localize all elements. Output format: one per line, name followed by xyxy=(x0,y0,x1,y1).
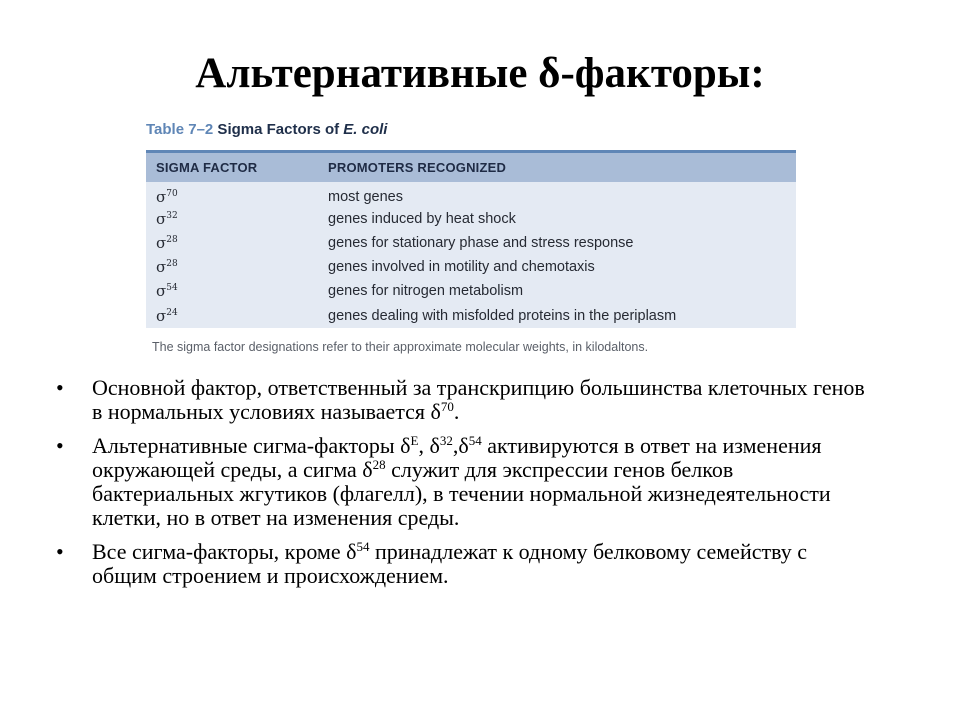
sigma-symbol: σ xyxy=(156,282,167,301)
bullet-text: Альтернативные сигма-факторы δ xyxy=(92,433,411,458)
sigma-factor-cell xyxy=(146,206,296,230)
table-caption-organism: E. coli xyxy=(343,121,388,138)
bullet-text: , δ xyxy=(418,433,440,458)
bullet-superscript: 54 xyxy=(356,539,370,554)
bullet-text-end: . xyxy=(453,399,460,424)
sigma-factor-cell xyxy=(146,255,296,279)
table-row xyxy=(146,206,796,230)
table-row xyxy=(146,255,796,279)
column-header-sigma-factor: SIGMA FACTOR xyxy=(146,152,296,182)
promoter-cell: most genes xyxy=(328,188,403,205)
sigma-factor-cell xyxy=(146,279,296,303)
table-caption-text: Sigma Factors of xyxy=(213,121,344,138)
table-caption xyxy=(146,120,387,140)
sigma-weight: 54 xyxy=(166,283,178,294)
slide-title: Альтернативные δ-факторы: xyxy=(195,50,765,97)
bullet-superscript: 28 xyxy=(372,457,386,472)
sigma-factors-table-figure xyxy=(146,118,798,363)
sigma-factor-cell xyxy=(146,231,296,255)
sigma-symbol: σ xyxy=(156,233,167,252)
sigma-factor-cell xyxy=(146,182,296,207)
table-row xyxy=(146,279,796,303)
sigma-factor-cell xyxy=(146,304,296,328)
sigma-symbol: σ xyxy=(156,306,167,325)
promoter-cell: genes induced by heat shock xyxy=(328,210,516,227)
promoter-cell: genes dealing with misfolded proteins in the periplasm xyxy=(328,307,677,324)
bullet-text: служит для экспрессии генов белков бактериальных жгутиков (флагелл), в течении нормальной жизнедеятельности клетки, но в ответ на изменения среды. xyxy=(92,457,831,530)
promoter-cell: genes for nitrogen metabolism xyxy=(328,283,524,300)
sigma-weight: 32 xyxy=(166,210,178,221)
column-header-promoters: PROMOTERS RECOGNIZED xyxy=(296,152,796,182)
table-caption-label: Table 7–2 xyxy=(146,121,214,138)
bullet-superscript: 32 xyxy=(439,433,453,448)
bullet-marker: • xyxy=(56,375,64,400)
bullet-superscript: 54 xyxy=(468,433,482,448)
bullet-item-protein-family xyxy=(56,540,876,588)
bullet-item-main-factor xyxy=(56,376,876,424)
table-header-row xyxy=(146,152,796,182)
bullet-text: Все сигма-факторы, кроме δ xyxy=(92,539,357,564)
bullet-text: Основной фактор, ответственный за транскрипцию большинства клеточных генов в нормальных условиях называется δ xyxy=(92,375,865,424)
bullet-marker: • xyxy=(56,539,64,564)
promoter-cell: genes for stationary phase and stress response xyxy=(328,234,634,251)
bullet-marker: • xyxy=(56,433,64,458)
sigma-weight: 70 xyxy=(166,188,178,199)
sigma-symbol: σ xyxy=(156,209,167,228)
table-row xyxy=(146,304,796,328)
sigma-weight: 24 xyxy=(166,307,178,318)
bullet-superscript: 70 xyxy=(440,399,454,414)
sigma-symbol: σ xyxy=(156,187,167,206)
table-footnote: The sigma factor designations refer to their approximate molecular weights, in kilodaltons. xyxy=(152,340,649,354)
sigma-weight: 28 xyxy=(166,259,178,270)
bullet-text: активируются в ответ на изменения окружающей среды, а сигма δ xyxy=(92,433,822,482)
table-row xyxy=(146,231,796,255)
promoter-cell: genes involved in motility and chemotaxis xyxy=(328,259,595,276)
bullet-text: принадлежат к одному белковому семейству с общим строением и происхождением. xyxy=(92,539,808,588)
table-row xyxy=(146,182,796,207)
sigma-factors-table xyxy=(146,150,796,328)
bullet-text: ,δ xyxy=(452,433,469,458)
sigma-symbol: σ xyxy=(156,258,167,277)
sigma-weight: 28 xyxy=(166,234,178,245)
bullet-item-alternative-factors xyxy=(56,434,876,530)
bullet-list xyxy=(56,376,876,598)
bullet-superscript: E xyxy=(410,433,419,448)
